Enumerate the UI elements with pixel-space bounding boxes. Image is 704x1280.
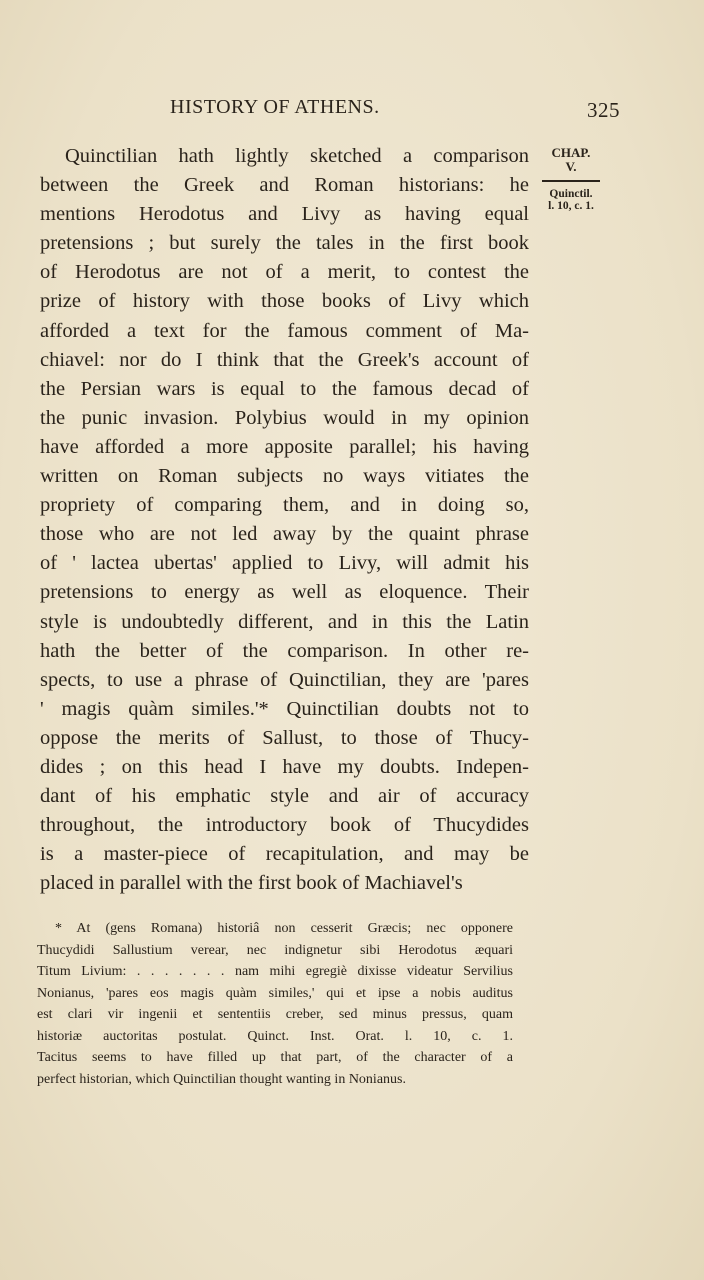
body-line: dides ; on this head I have my doubts. Indepen- — [40, 755, 529, 778]
body-line: Quinctilian hath lightly sketched a comparison — [65, 145, 529, 167]
body-line: the Persian wars is equal to the famous decad of — [40, 377, 529, 400]
body-line: placed in parallel with the first book of Machiavel's — [40, 872, 463, 895]
body-line: hath the better of the comparison. In other re- — [40, 639, 529, 662]
body-line: is a master-piece of recapitulation, and may be — [40, 843, 529, 866]
body-line: written on Roman subjects no ways vitiates the — [40, 465, 529, 488]
footnote-line: Nonianus, 'pares eos magis quàm similes,' qui et ipse a nobis auditus — [37, 985, 513, 1001]
footnote-line: Thucydidi Sallustium verear, nec indignetur sibi Herodotus æquari — [37, 942, 513, 958]
footnote-line: * At (gens Romana) historiâ non cesserit Græcis; nec opponere — [55, 921, 513, 936]
body-line: between the Greek and Roman historians: he — [40, 174, 529, 197]
body-line: pretensions ; but surely the tales in the first book — [40, 232, 529, 255]
body-line: afforded a text for the famous comment of Ma- — [40, 319, 529, 342]
body-line: dant of his emphatic style and air of accuracy — [40, 785, 529, 808]
chapter-label: CHAP. — [551, 145, 591, 160]
footnote-line: est clari vir ingenii et sententiis creber, sed minus pressus, quam — [37, 1007, 513, 1022]
body-line: chiavel: nor do I think that the Greek's account of — [40, 348, 529, 371]
chapter-number: V. — [565, 159, 577, 174]
body-line: the punic invasion. Polybius would in my opinion — [40, 406, 529, 429]
body-line: of Herodotus are not of a merit, to contest the — [40, 261, 529, 284]
body-line: mentions Herodotus and Livy as having equal — [40, 203, 529, 226]
body-line: of ' lactea ubertas' applied to Livy, will admit his — [40, 552, 529, 575]
body-line: spects, to use a phrase of Quinctilian, they are 'pares — [40, 668, 529, 691]
running-title: HISTORY OF ATHENS. — [170, 96, 380, 118]
footnote-line: Titum Livium: . . . . . . . nam mihi egregiè dixisse videatur Servilius — [37, 964, 513, 979]
margin-notes — [536, 146, 606, 212]
body-line: ' magis quàm similes.'* Quinctilian doubts not to — [40, 697, 529, 720]
body-text — [40, 142, 529, 898]
margin-reference-citation: l. 10, c. 1. — [548, 200, 594, 212]
body-line: have afforded a more apposite parallel; his having — [40, 435, 529, 458]
footnote-line: perfect historian, which Quinctilian thought wanting in Nonianus. — [37, 1071, 406, 1087]
footnote-line: Tacitus seems to have filled up that part, of the character of a — [37, 1050, 513, 1065]
page-number: 325 — [587, 98, 620, 122]
body-line: style is undoubtedly different, and in this the Latin — [40, 610, 529, 633]
chapter-rule — [542, 180, 600, 182]
body-line: oppose the merits of Sallust, to those of Thucy- — [40, 726, 529, 749]
footnote-line: historiæ auctoritas postulat. Quinct. Inst. Orat. l. 10, c. 1. — [37, 1028, 513, 1044]
footnote — [37, 918, 513, 1090]
body-line: those who are not led away by the quaint phrase — [40, 523, 529, 546]
body-line: prize of history with those books of Livy which — [40, 290, 529, 313]
body-line: propriety of comparing them, and in doing so, — [40, 494, 529, 517]
body-line: throughout, the introductory book of Thucydides — [40, 814, 529, 837]
running-header — [170, 96, 620, 124]
body-line: pretensions to energy as well as eloquence. Their — [40, 581, 529, 604]
margin-reference: Quinctil. — [549, 188, 593, 200]
